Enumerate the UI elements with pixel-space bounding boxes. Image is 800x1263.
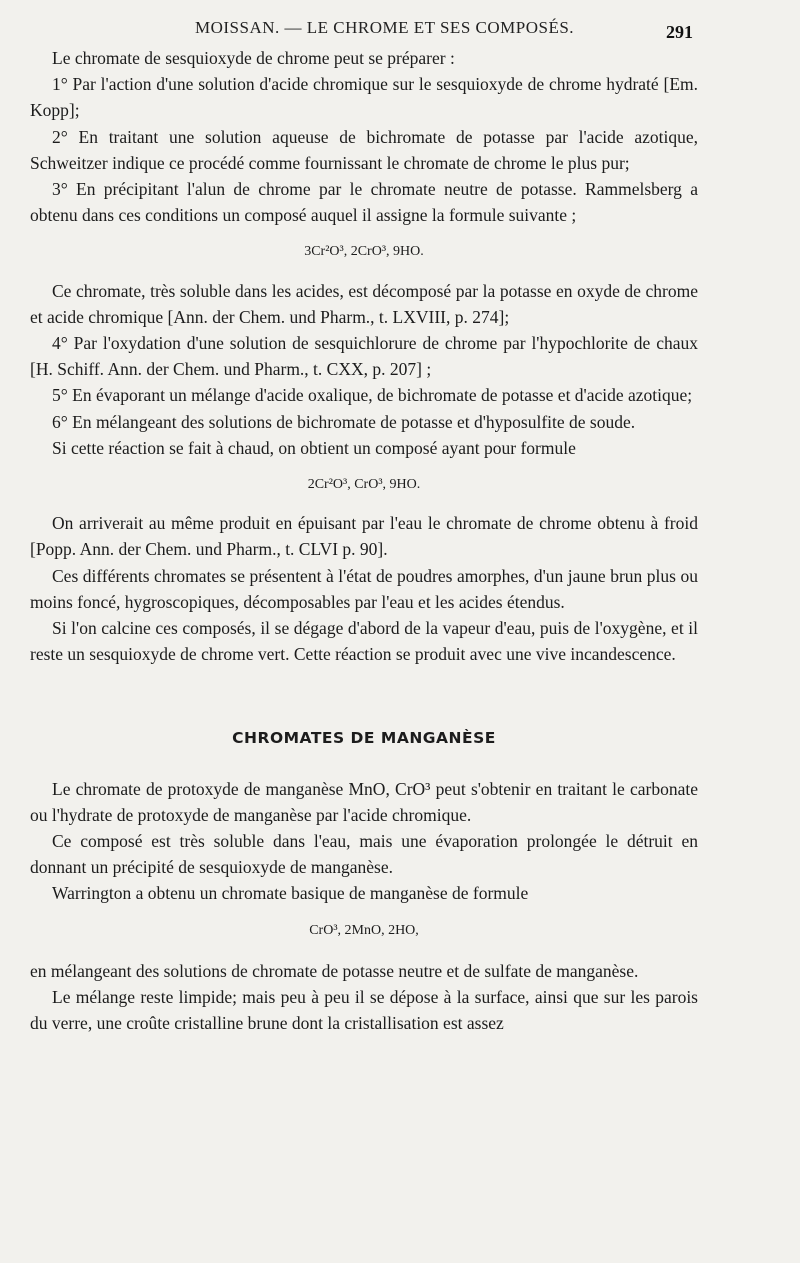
chemical-formula: 3Cr²O³, 2CrO³, 9HO.	[304, 244, 424, 260]
chemical-formula: CrO³, 2MnO, 2HO,	[309, 922, 419, 938]
paragraph: Si cette réaction se fait à chaud, on obtient un composé ayant pour formule	[52, 437, 576, 458]
paragraph: Warrington a obtenu un chromate basique de manganèse de formule	[52, 883, 529, 904]
paragraph: Le chromate de sesquioxyde de chrome peut se préparer :	[52, 48, 455, 68]
running-head: MOISSAN. — LE CHROME ET SES COMPOSÉS.	[195, 18, 575, 37]
paragraph: On arriverait au même produit en épuisant par l'eau le chromate de chrome obtenu à froid [Popp. Ann. der Chem. und Pharm., t. CLVI p. 90].	[30, 513, 698, 560]
paragraph: Si l'on calcine ces composés, il se dégage d'abord de la vapeur d'eau, puis de l'oxygène, et il reste un sesquioxyde de chrome vert. Cette réaction se produit avec une vive incandescence.	[30, 618, 698, 665]
paragraph: en mélangeant des solutions de chromate de potasse neutre et de sulfate de manganèse.	[30, 960, 639, 981]
paragraph: 5° En évaporant un mélange d'acide oxalique, de bichromate de potasse et d'acide azotique;	[52, 385, 693, 406]
paragraph: 6° En mélangeant des solutions de bichromate de potasse et d'hyposulfite de soude.	[52, 411, 636, 432]
section-title: CHROMATES DE MANGANÈSE	[232, 729, 496, 748]
paragraph: 1° Par l'action d'une solution d'acide chromique sur le sesquioxyde de chrome hydraté [Em. Kopp];	[30, 74, 698, 121]
paragraph: 3° En précipitant l'alun de chrome par le chromate neutre de potasse. Rammelsberg a obtenu dans ces conditions un composé auquel il assigne la formule suivante ;	[30, 179, 698, 226]
paragraph: Ces différents chromates se présentent à l'état de poudres amorphes, d'un jaune brun plus ou moins foncé, hygroscopiques, décomposables par l'eau et les acides étendus.	[30, 565, 698, 612]
paragraph: Le mélange reste limpide; mais peu à peu il se dépose à la surface, ainsi que sur les parois du verre, une croûte cristalline brune dont la cristallisation est assez	[30, 987, 698, 1034]
paragraph: Ce composé est très soluble dans l'eau, mais une évaporation prolongée le détruit en donnant un précipité de sesquioxyde de manganèse.	[30, 831, 698, 878]
page-body	[30, 45, 698, 1037]
page-header	[0, 12, 800, 42]
paragraph: Le chromate de protoxyde de manganèse MnO, CrO³ peut s'obtenir en traitant le carbonate ou l'hydrate de protoxyde de manganèse par l'acide chromique.	[30, 778, 698, 825]
paragraph: Ce chromate, très soluble dans les acides, est décomposé par la potasse en oxyde de chrome et acide chromique [Ann. der Chem. und Pharm., t. LXVIII, p. 274];	[30, 280, 698, 327]
paragraph: 2° En traitant une solution aqueuse de bichromate de potasse par l'acide azotique, Schweitzer indique ce procédé comme fournissant le chromate de chrome le plus pur;	[30, 126, 698, 173]
chemical-formula: 2Cr²O³, CrO³, 9HO.	[307, 477, 421, 493]
page-number: 291	[666, 22, 693, 42]
paragraph: 4° Par l'oxydation d'une solution de sesquichlorure de chrome par l'hypochlorite de chaux [H. Schiff. Ann. der Chem. und Pharm., t. CXX, p. 207] ;	[30, 333, 698, 380]
